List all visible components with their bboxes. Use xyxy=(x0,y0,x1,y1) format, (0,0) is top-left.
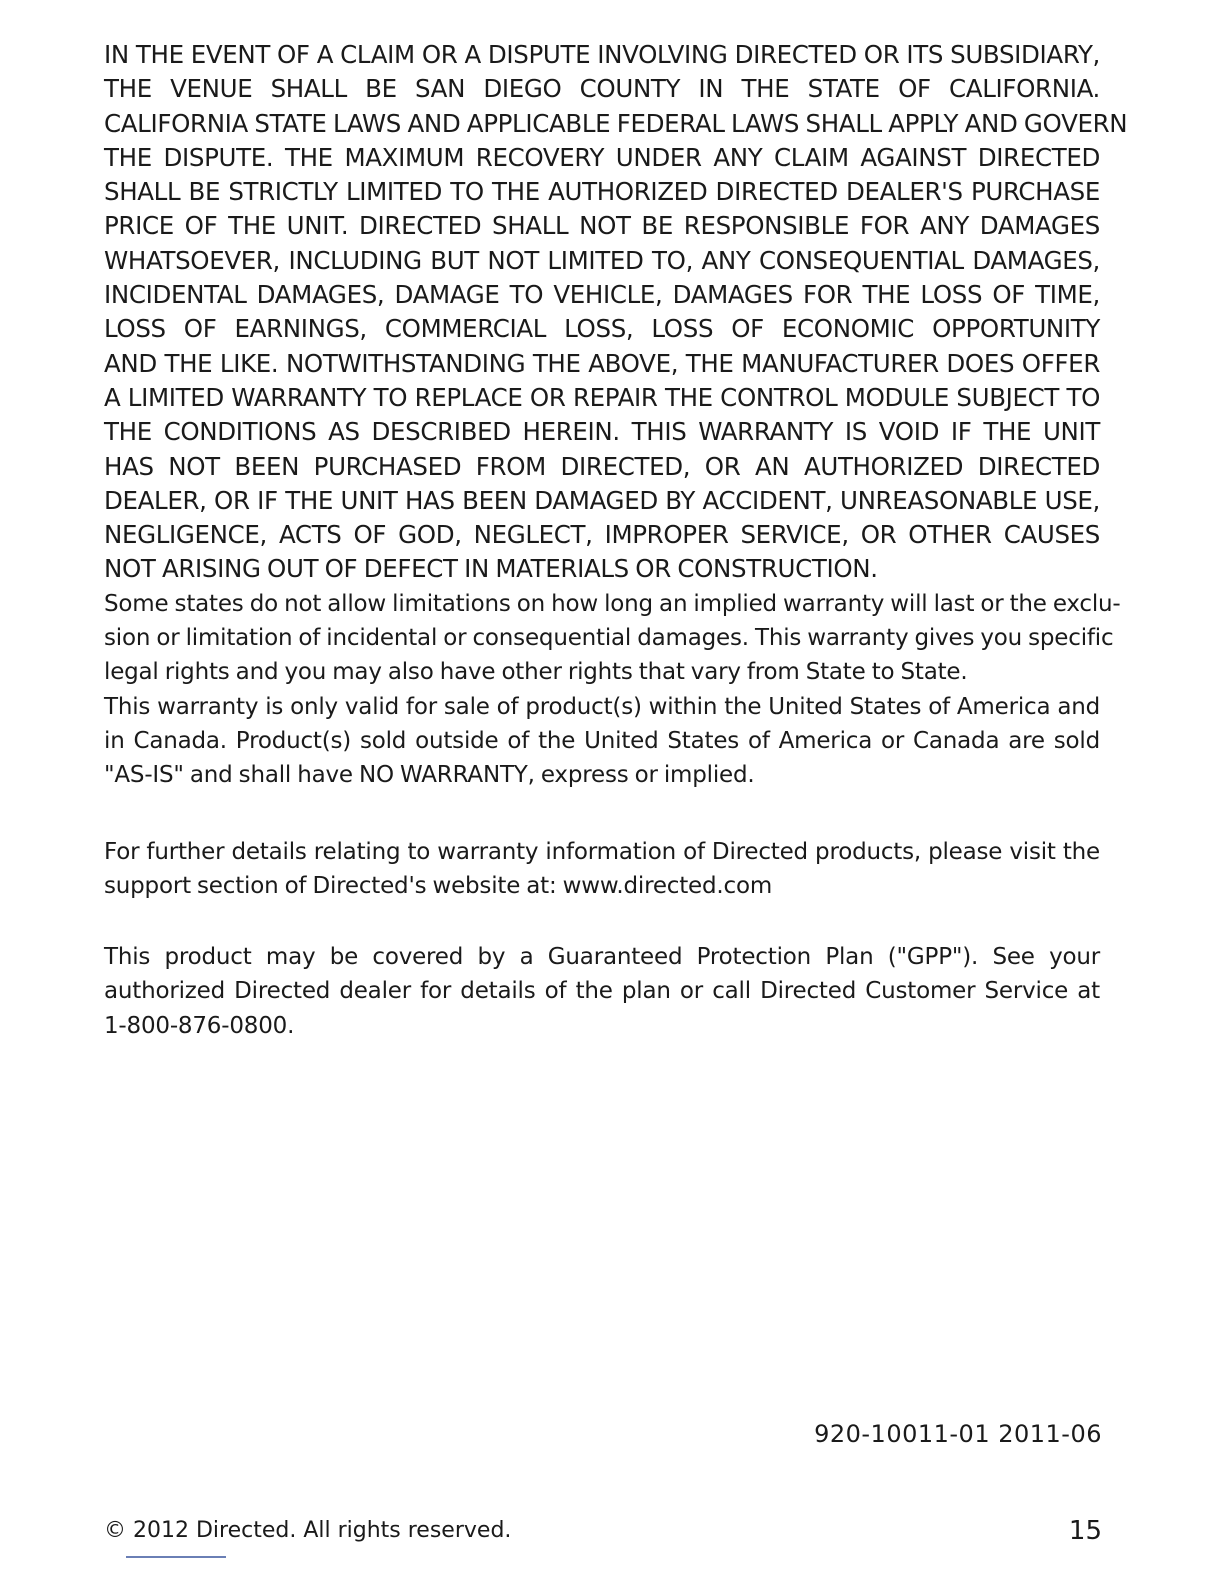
legal-line: CALIFORNIA STATE LAWS AND APPLICABLE FEDERAL LAWS SHALL APPLY AND GOVERN xyxy=(104,108,1128,138)
details-paragraph xyxy=(104,835,1100,904)
gpp-line: This product may be covered by a Guaranteed Protection Plan ("GPP"). See your xyxy=(104,944,1100,970)
legal-line: SHALL BE STRICTLY LIMITED TO THE AUTHORIZED DIRECTED DEALER'S PURCHASE xyxy=(104,177,1100,207)
legal-line: WHATSOEVER, INCLUDING BUT NOT LIMITED TO, ANY CONSEQUENTIAL DAMAGES, xyxy=(104,245,1100,275)
legal-line: INCIDENTAL DAMAGES, DAMAGE TO VEHICLE, DAMAGES FOR THE LOSS OF TIME, xyxy=(104,280,1100,310)
gpp-line: authorized Directed dealer for details of the plan or call Directed Customer Service at xyxy=(104,978,1100,1005)
legal-line: LOSS OF EARNINGS, COMMERCIAL LOSS, LOSS OF ECONOMIC OPPORTUNITY xyxy=(104,314,1100,344)
legal-line: NEGLIGENCE, ACTS OF GOD, NEGLECT, IMPROPER SERVICE, OR OTHER CAUSES xyxy=(104,520,1100,550)
legal-line: THE VENUE SHALL BE SAN DIEGO COUNTY IN THE STATE OF CALIFORNIA. xyxy=(104,74,1100,104)
page-number: 15 xyxy=(1068,1516,1102,1546)
legal-line: NOT ARISING OUT OF DEFECT IN MATERIALS OR CONSTRUCTION. xyxy=(104,554,878,584)
legal-line: THE CONDITIONS AS DESCRIBED HEREIN. THIS WARRANTY IS VOID IF THE UNIT xyxy=(104,417,1100,447)
legal-line: PRICE OF THE UNIT. DIRECTED SHALL NOT BE RESPONSIBLE FOR ANY DAMAGES xyxy=(104,211,1100,241)
validity-line: in Canada. Product(s) sold outside of the United States of America or Canada are sold xyxy=(104,727,1100,754)
document-number: 920-10011-01 2011-06 xyxy=(814,1420,1102,1448)
gpp-line: 1-800-876-0800. xyxy=(104,1012,295,1039)
legal-line: DEALER, OR IF THE UNIT HAS BEEN DAMAGED BY ACCIDENT, UNREASONABLE USE, xyxy=(104,485,1100,515)
details-line: support section of Directed's website at: www.directed.com xyxy=(104,873,773,900)
validity-line: "AS-IS" and shall have NO WARRANTY, express or implied. xyxy=(104,762,755,789)
legal-line: A LIMITED WARRANTY TO REPLACE OR REPAIR THE CONTROL MODULE SUBJECT TO xyxy=(104,382,1100,412)
footer-underline xyxy=(126,1556,226,1558)
states-line: legal rights and you may also have other rights that vary from State to State. xyxy=(104,659,968,686)
legal-line: THE DISPUTE. THE MAXIMUM RECOVERY UNDER ANY CLAIM AGAINST DIRECTED xyxy=(104,142,1100,172)
states-line: sion or limitation of incidental or consequential damages. This warranty gives you specific xyxy=(104,625,1114,652)
legal-line: HAS NOT BEEN PURCHASED FROM DIRECTED, OR AN AUTHORIZED DIRECTED xyxy=(104,451,1100,481)
legal-line: AND THE LIKE. NOTWITHSTANDING THE ABOVE, THE MANUFACTURER DOES OFFER xyxy=(104,348,1100,378)
legal-line: IN THE EVENT OF A CLAIM OR A DISPUTE INVOLVING DIRECTED OR ITS SUBSIDIARY, xyxy=(104,40,1100,69)
gpp-paragraph xyxy=(104,940,1100,1043)
details-line: For further details relating to warranty information of Directed products, please visit the xyxy=(104,839,1100,865)
copyright-notice: © 2012 Directed. All rights reserved. xyxy=(104,1518,512,1543)
legal-paragraph xyxy=(104,38,1128,793)
validity-line: This warranty is only valid for sale of product(s) within the United States of America and xyxy=(104,693,1100,720)
states-line: Some states do not allow limitations on how long an implied warranty will last or the exclu- xyxy=(104,590,1121,617)
